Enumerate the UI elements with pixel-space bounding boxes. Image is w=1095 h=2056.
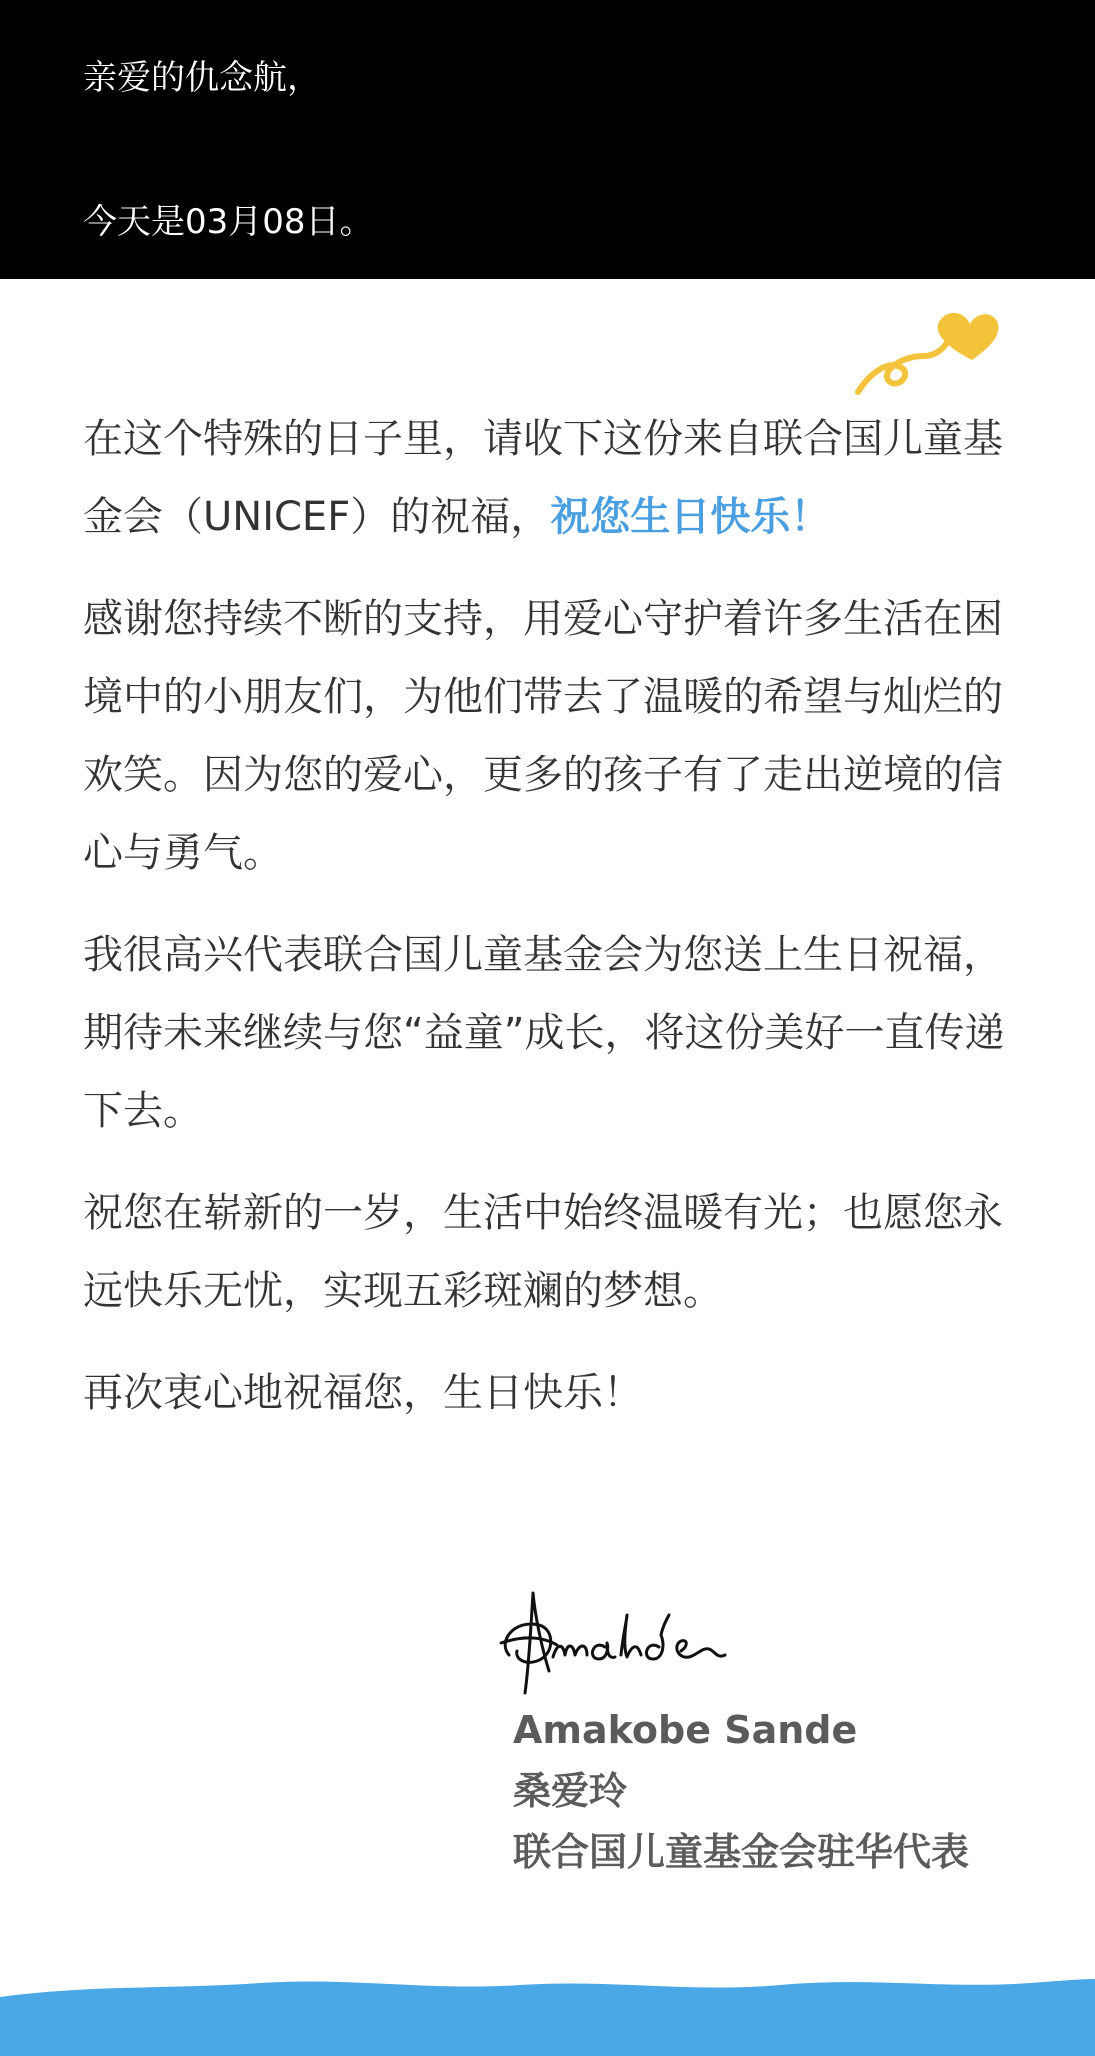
signer-name-zh: 桑爱玲 xyxy=(513,1769,628,1813)
letter-paragraph-2: 感谢您持续不断的支持，用爱心守护着许多生活在困境中的小朋友们，为他们带去了温暖的希望与灿烂的欢笑。因为您的爱心，更多的孩子有了走出逆境的信心与勇气。 xyxy=(83,596,1003,876)
handwritten-signature xyxy=(495,1585,735,1700)
letter-paragraph-1 xyxy=(83,400,1018,556)
letter-paragraph-3: 我很高兴代表联合国儿童基金会为您送上生日祝福，期待未来继续与您“益童”成长，将这份美好一直传递下去。 xyxy=(83,932,1005,1134)
date-line: 今天是03月08日。 xyxy=(83,202,374,242)
paragraph-text: 在这个特殊的日子里，请收下这份来自联合国儿童基金会（UNICEF）的祝福， xyxy=(83,416,1003,540)
swirl-decoration xyxy=(858,344,946,392)
salutation: 亲爱的仇念航， xyxy=(83,58,321,98)
wave-decoration xyxy=(0,1955,1095,2056)
letter-paragraph-5: 再次衷心地祝福您，生日快乐！ xyxy=(83,1370,643,1416)
heart-shape xyxy=(938,313,999,360)
signer-name-en: Amakobe Sande xyxy=(513,1708,858,1752)
letter-body xyxy=(83,400,1018,1456)
header-banner xyxy=(0,0,1095,279)
signer-title: 联合国儿童基金会驻华代表 xyxy=(513,1830,970,1874)
heart-icon xyxy=(850,300,1000,400)
letter-paragraph-4: 祝您在崭新的一岁，生活中始终温暖有光；也愿您永远快乐无忧，实现五彩斑斓的梦想。 xyxy=(83,1190,1003,1314)
birthday-highlight: 祝您生日快乐！ xyxy=(550,494,831,540)
signature-block xyxy=(513,1700,969,1883)
